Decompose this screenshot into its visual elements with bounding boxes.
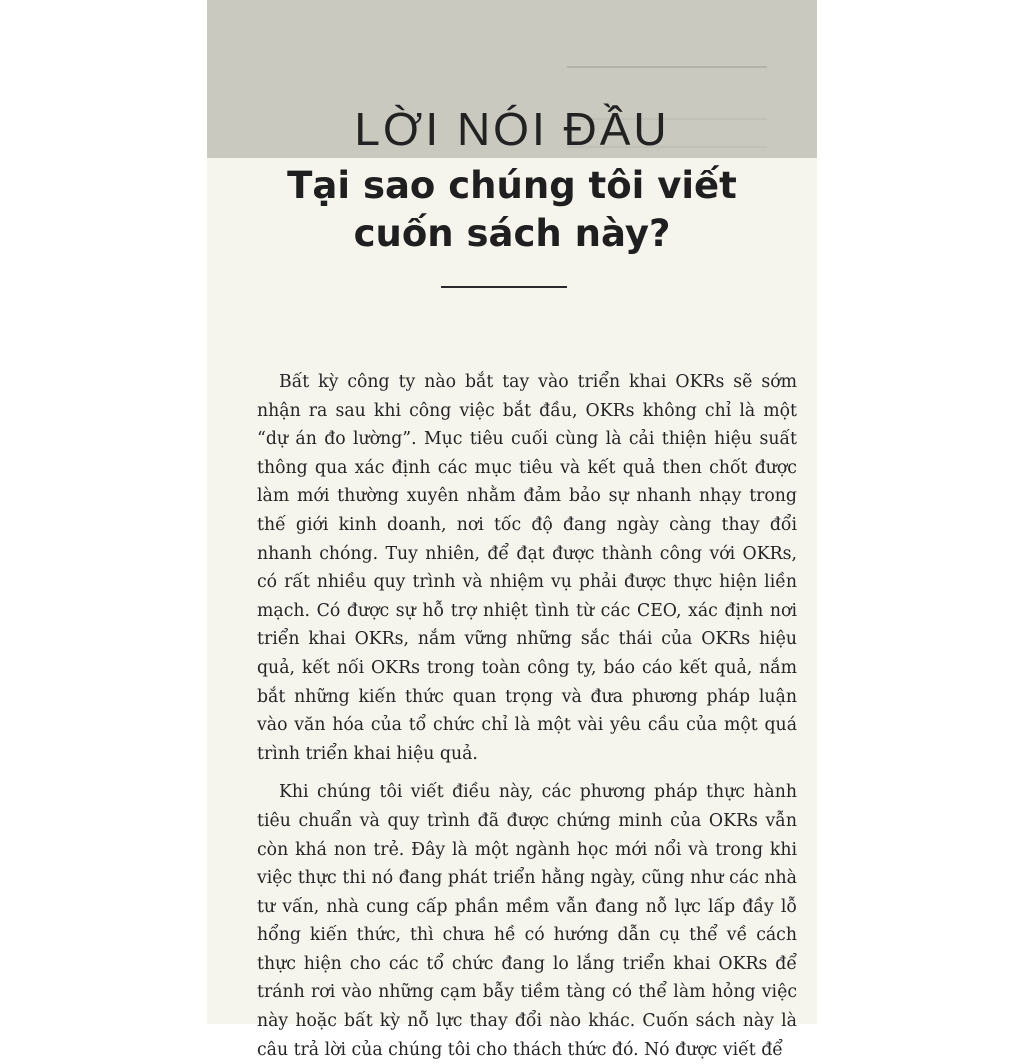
book-page — [207, 0, 817, 1060]
paragraph-2: Khi chúng tôi viết điều này, các phương pháp thực hành tiêu chuẩn và quy trình đã được chứng minh của OKRs vẫn còn khá non trẻ. Đây là một ngành học mới nổi và trong khi việc thực thi nó đang phát triển hằng ngày, cũng như các nhà tư vấn, nhà cung cấp phần mềm vẫn đang nỗ lực lấp đầy lỗ hổng kiến thức, thì chưa hề có hướng dẫn cụ thể về cách thực hiện cho các tổ chức đang lo lắng triển khai OKRs để tránh rơi vào những cạm bẫy tiềm tàng có thể làm hỏng việc này hoặc bất kỳ nỗ lực thay đổi nào khác. Cuốn sách này là câu trả lời của chúng tôi cho thách thức đó. Nó được viết để — [257, 782, 797, 1060]
title-divider — [441, 286, 567, 288]
paragraph-1: Bất kỳ công ty nào bắt tay vào triển khai OKRs sẽ sớm nhận ra sau khi công việc bắt đầu, OKRs không chỉ là một “dự án đo lường”. Mục tiêu cuối cùng là cải thiện hiệu suất thông qua xác định các mục tiêu và kết quả then chốt được làm mới thường xuyên nhằm đảm bảo sự nhanh nhạy trong thế giới kinh doanh, nơi tốc độ đang ngày càng thay đổi nhanh chóng. Tuy nhiên, để đạt được thành công với OKRs, có rất nhiều quy trình và nhiệm vụ phải được thực hiện liền mạch. Có được sự hỗ trợ nhiệt tình từ các CEO, xác định nơi triển khai OKRs, nắm vững những sắc thái của OKRs hiệu quả, kết nối OKRs trong toàn công ty, báo cáo kết quả, nắm bắt những kiến thức quan trọng và đưa phương pháp luận vào văn hóa của tổ chức chỉ là một vài yêu cầu của một quá trình triển khai hiệu quả. — [257, 372, 797, 764]
body-text — [257, 368, 797, 1064]
page-title-line-1: Tại sao chúng tôi viết — [287, 164, 737, 207]
page-title-line-2: cuốn sách này? — [353, 212, 671, 255]
chapter-label: LỜI NÓI ĐẦU — [354, 103, 670, 155]
show-through-header-rule — [567, 66, 767, 78]
page-title — [207, 162, 817, 258]
